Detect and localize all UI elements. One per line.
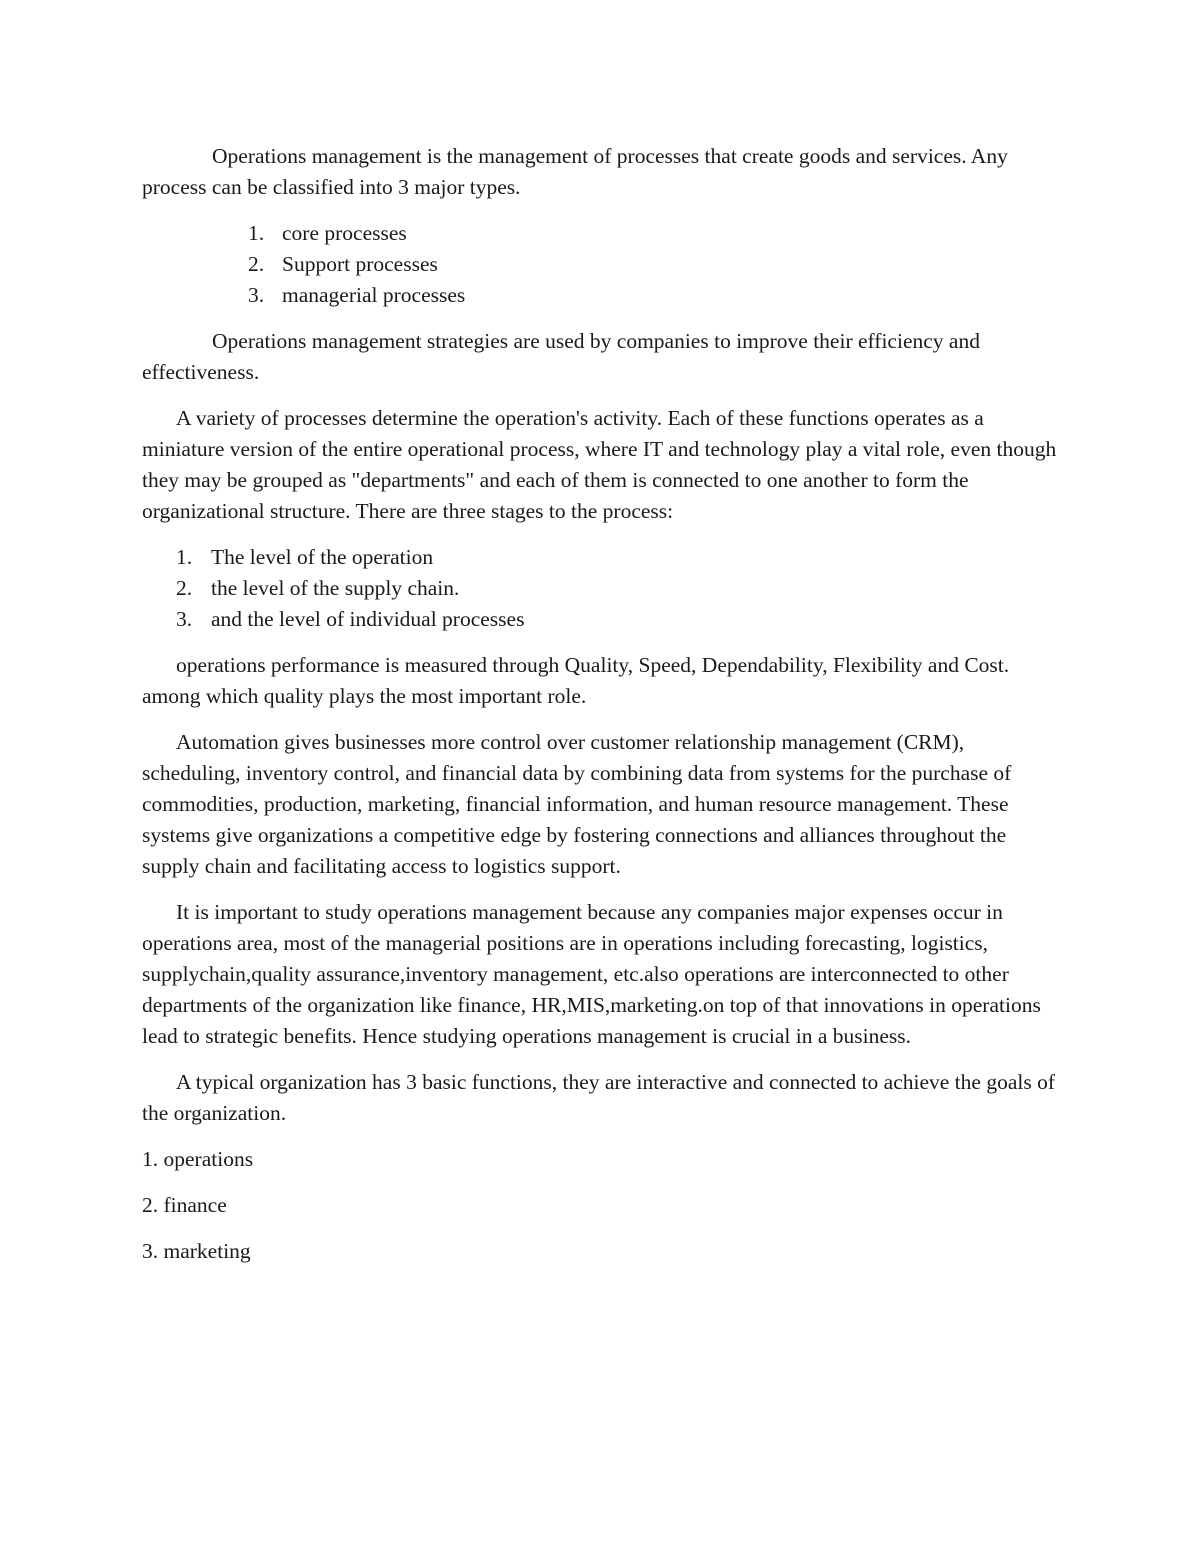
document-body xyxy=(142,141,1064,1282)
paragraph-intro: Operations management is the management of processes that create goods and services. Any process can be classified into 3 major types. xyxy=(142,144,1008,199)
list-text: core processes xyxy=(282,221,407,245)
paragraph-functions: A typical organization has 3 basic functions, they are interactive and connected to achieve the goals of the organization. xyxy=(142,1070,1055,1125)
function-item-operations: 1. operations xyxy=(142,1147,254,1171)
list-number: 2. xyxy=(176,576,193,600)
list-item xyxy=(142,542,1064,573)
list-number: 1. xyxy=(248,221,265,245)
list-number: 1. xyxy=(176,545,193,569)
list-text: the level of the supply chain. xyxy=(211,576,460,600)
list-item xyxy=(142,280,1064,311)
list-number: 2. xyxy=(248,252,265,276)
paragraph-automation: Automation gives businesses more control over customer relationship management (CRM), scheduling, inventory control, and financial data by combining data from systems for the purchase of commodities, production, marketing, financial information, and human resource management. These systems give organizations a competitive edge by fostering connections and alliances throughout the supply chain and facilitating access to logistics support. xyxy=(142,730,1012,878)
list-number: 3. xyxy=(176,607,193,631)
list-text: and the level of individual processes xyxy=(211,607,525,631)
paragraph-performance: operations performance is measured through Quality, Speed, Dependability, Flexibility and Cost. among which quality plays the most important role. xyxy=(142,653,1010,708)
list-item xyxy=(142,573,1064,604)
list-text: Support processes xyxy=(282,252,438,276)
process-types-list xyxy=(142,218,1064,311)
list-item xyxy=(142,604,1064,635)
list-item xyxy=(142,218,1064,249)
process-stages-list xyxy=(142,542,1064,635)
function-item-marketing: 3. marketing xyxy=(142,1239,251,1263)
list-text: managerial processes xyxy=(282,283,466,307)
paragraph-strategies: Operations management strategies are used by companies to improve their efficiency and effectiveness. xyxy=(142,329,980,384)
list-item xyxy=(142,249,1064,280)
paragraph-importance: It is important to study operations management because any companies major expenses occur in operations area, most of the managerial positions are in operations including forecasting, logistics, supplychain,quality assurance,inventory management, etc.also operations are interconnected to other departments of the organization like finance, HR,MIS,marketing.on top of that innovations in operations lead to strategic benefits. Hence studying operations management is crucial in a business. xyxy=(142,900,1041,1048)
list-text: The level of the operation xyxy=(211,545,434,569)
paragraph-variety: A variety of processes determine the operation's activity. Each of these functions operates as a miniature version of the entire operational process, where IT and technology play a vital role, even though they may be grouped as "departments" and each of them is connected to one another to form the organizational structure. There are three stages to the process: xyxy=(142,406,1057,523)
function-item-finance: 2. finance xyxy=(142,1193,227,1217)
list-number: 3. xyxy=(248,283,265,307)
